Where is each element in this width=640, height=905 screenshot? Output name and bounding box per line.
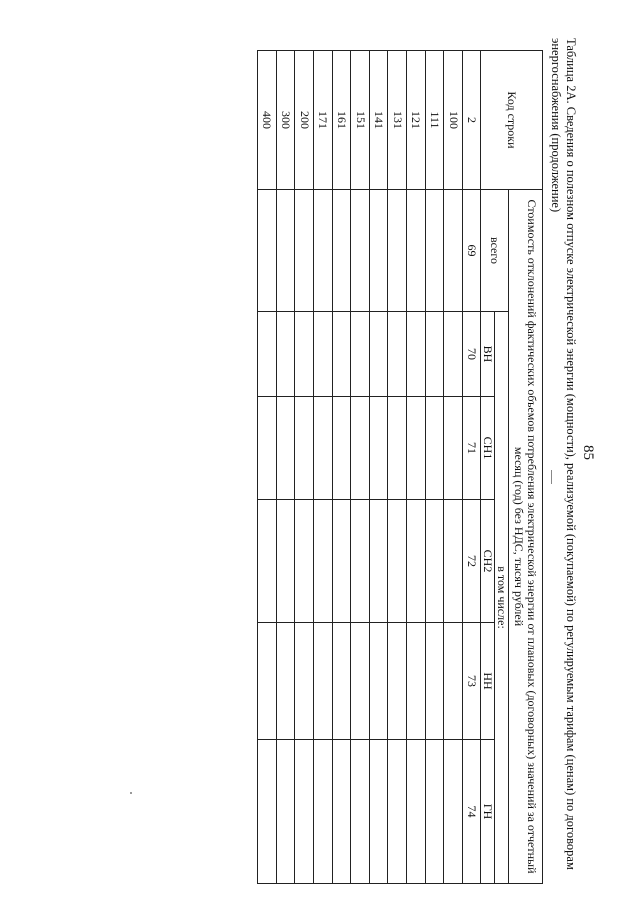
table-row (444, 51, 463, 884)
table-row (258, 51, 277, 884)
table-row (425, 51, 444, 884)
sub-header-nn: НН (481, 623, 495, 740)
table-row (388, 51, 407, 884)
table-row (295, 51, 314, 884)
sub-header-sn2: СН2 (481, 500, 495, 623)
sub-header-sn1: СН1 (481, 397, 495, 500)
table-caption: Таблица 2А. Сведения о полезном отпуске электрической энергии (мощности), реализуемой (покупаемой) по регулируемым тарифам (ценам) по договорам энергоснабжения (продолжение) (549, 38, 578, 870)
sub-header-vn: ВН (481, 312, 495, 397)
row-code: 171 (314, 51, 333, 190)
row-code: 400 (258, 51, 277, 190)
column-number: 69 (463, 190, 481, 312)
row-code: 111 (425, 51, 444, 190)
sub-header-gn: ГН (481, 740, 495, 884)
scan-speck (130, 792, 132, 794)
stray-mark (551, 470, 552, 484)
data-table (257, 50, 543, 884)
including-header: в том числе: (495, 312, 509, 884)
row-code: 300 (276, 51, 295, 190)
column-number: 2 (463, 51, 481, 190)
row-code: 121 (407, 51, 426, 190)
column-number: 70 (463, 312, 481, 397)
row-code: 161 (332, 51, 351, 190)
column-number: 72 (463, 500, 481, 623)
table-row (332, 51, 351, 884)
row-code: 141 (369, 51, 388, 190)
table-row (314, 51, 333, 884)
row-code: 100 (444, 51, 463, 190)
total-header: всего (481, 190, 509, 312)
row-code: 151 (351, 51, 370, 190)
table-row (276, 51, 295, 884)
page-number: 85 (580, 445, 596, 460)
table-row (369, 51, 388, 884)
row-code-header: Код строки (481, 51, 543, 190)
cost-deviation-header: Стоимость отклонений фактических объемов потребления электрической энергии от плановых (договорных) значений за отчетный месяц (год) без НДС, тысяч рублей (509, 190, 543, 884)
column-number: 71 (463, 397, 481, 500)
column-number-row (463, 51, 481, 884)
table-row (407, 51, 426, 884)
column-number: 74 (463, 740, 481, 884)
column-number: 73 (463, 623, 481, 740)
table-row (351, 51, 370, 884)
row-code: 131 (388, 51, 407, 190)
row-code: 200 (295, 51, 314, 190)
